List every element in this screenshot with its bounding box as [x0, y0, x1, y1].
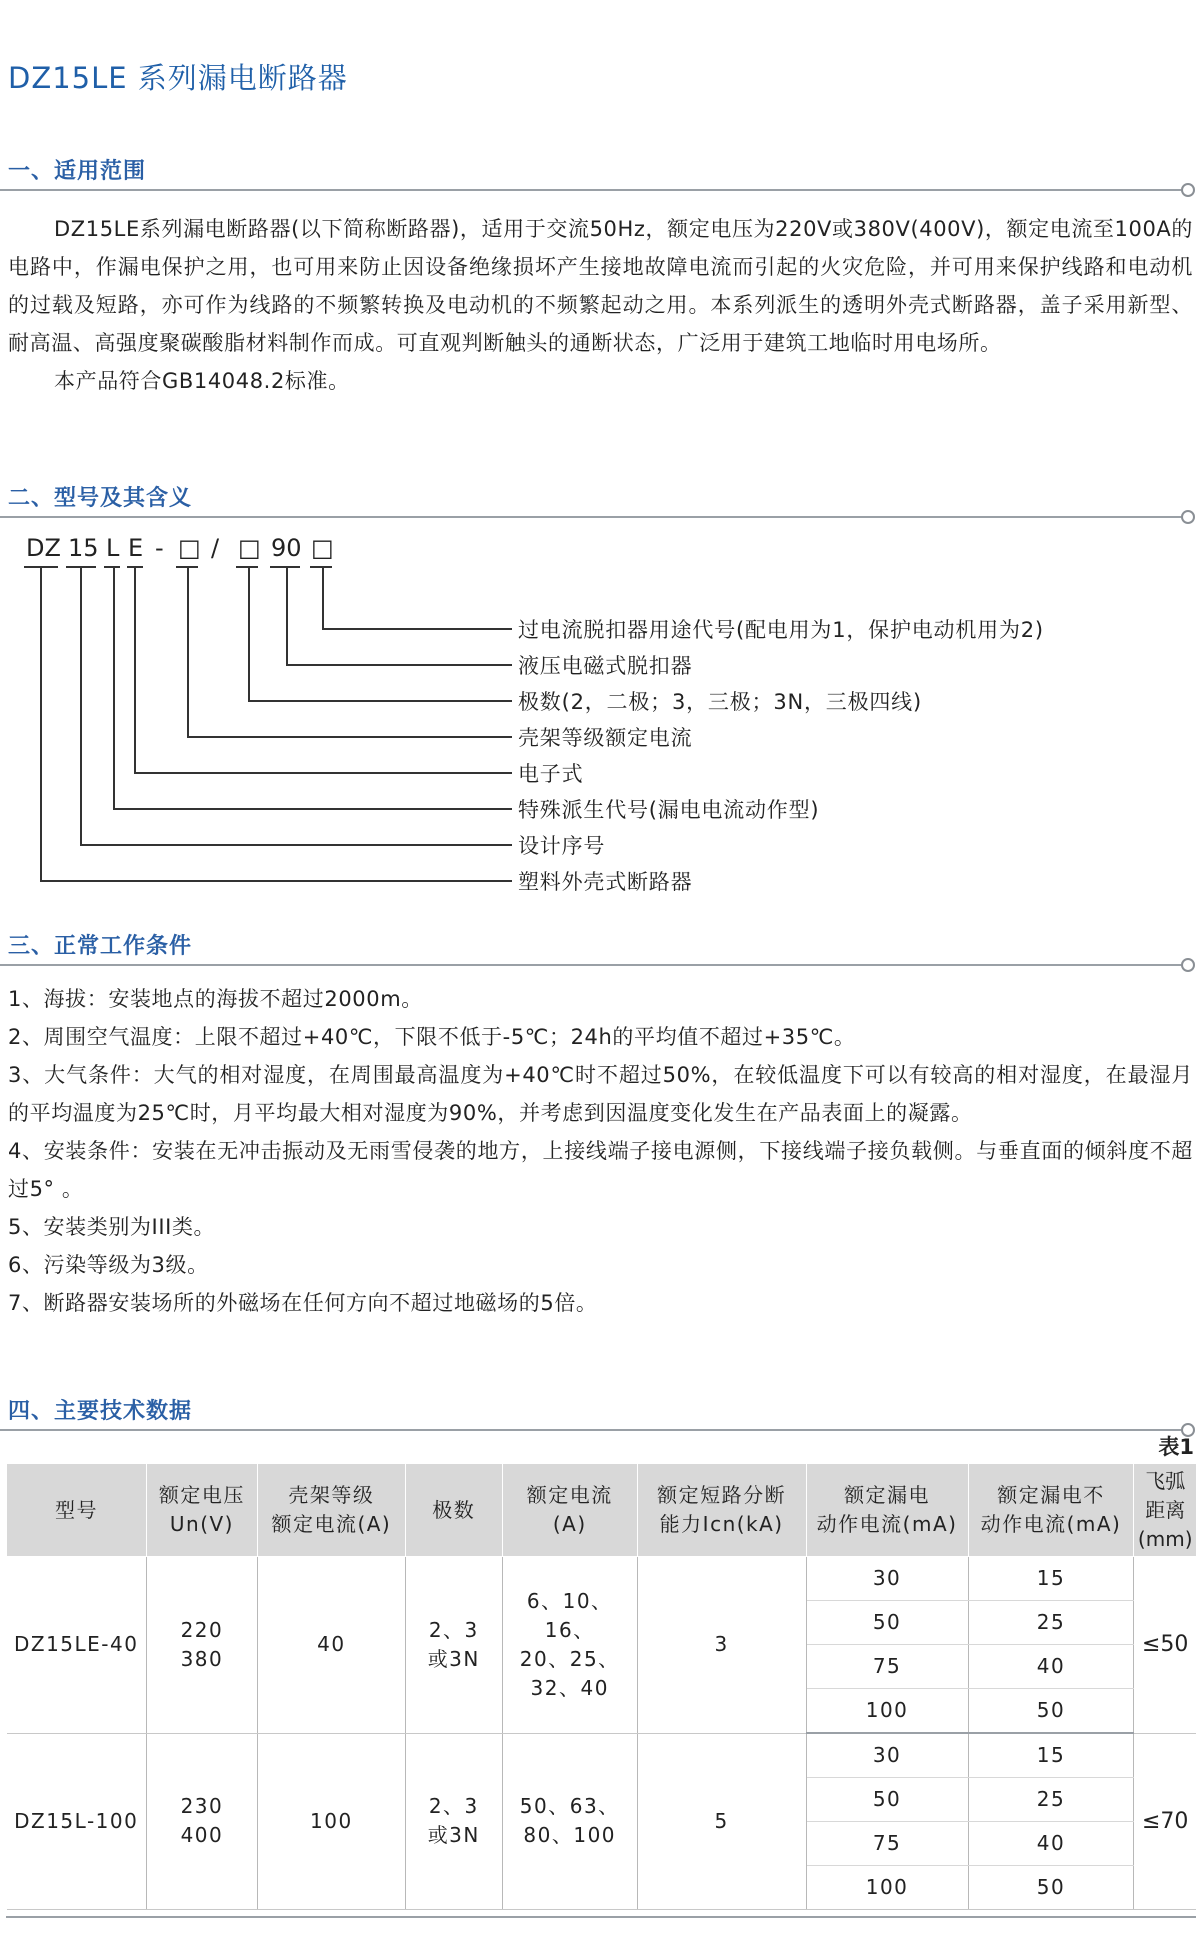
col-header-leak-nonop: 额定漏电不 动作电流(mA) [968, 1464, 1134, 1557]
col-header-frame: 壳架等级 额定电流(A) [257, 1464, 405, 1557]
cell-leak-nonop: 15 [968, 1733, 1134, 1778]
table-bottom-rule [6, 1916, 1196, 1918]
code-part: 90 [271, 534, 302, 562]
scope-text [8, 210, 1193, 400]
table-label: 表1 [1158, 1435, 1194, 1459]
cell-leak-op: 75 [806, 1822, 968, 1866]
cell-leak-nonop: 25 [968, 1601, 1134, 1645]
condition-item: 5、安装类别为III类。 [8, 1215, 216, 1239]
cell-leak-op: 30 [806, 1557, 968, 1601]
tech-data-table [6, 1463, 1196, 1910]
cell-leak-op: 30 [806, 1733, 968, 1778]
code-part: □ [178, 534, 201, 562]
section-heading-scope: 一、适用范围 [8, 159, 147, 184]
cell-leak-nonop: 40 [968, 1822, 1134, 1866]
conditions-list [8, 980, 1193, 1322]
col-header-current: 额定电流 (A) [502, 1464, 637, 1557]
cell-leak-nonop: 40 [968, 1645, 1134, 1689]
condition-item: 3、大气条件：大气的相对湿度，在周围最高温度为+40℃时不超过50%，在较低温度下可以有较高的相对湿度，在最湿月的平均温度为25℃时，月平均最大相对湿度为90%，并考虑到因温度变化发生在产品表面上的凝露。 [8, 1063, 1193, 1125]
cell-current: 50、63、 80、100 [502, 1733, 637, 1910]
section-divider [0, 189, 1185, 191]
code-part: DZ [26, 534, 61, 562]
condition-item: 2、周围空气温度：上限不超过+40℃，下限不低于-5℃；24h的平均值不超过+35℃。 [8, 1025, 856, 1049]
cell-arc: ≤70 [1134, 1733, 1196, 1910]
cell-breaking: 3 [637, 1557, 806, 1734]
condition-item: 6、污染等级为3级。 [8, 1253, 209, 1277]
cell-leak-op: 50 [806, 1778, 968, 1822]
cell-poles: 2、3 或3N [405, 1557, 502, 1734]
col-header-model: 型号 [7, 1464, 147, 1557]
code-part: □ [311, 534, 334, 562]
legend-item: 液压电磁式脱扣器 [518, 654, 693, 678]
condition-item: 1、海拔：安装地点的海拔不超过2000m。 [8, 987, 423, 1011]
cell-model: DZ15L-100 [7, 1733, 147, 1910]
section-heading-tech-data: 四、主要技术数据 [8, 1399, 193, 1424]
cell-leak-nonop: 25 [968, 1778, 1134, 1822]
section-heading-model: 二、型号及其含义 [8, 486, 193, 511]
section-divider [0, 1429, 1185, 1431]
cell-leak-nonop: 50 [968, 1866, 1134, 1910]
cell-voltage: 220 380 [146, 1557, 257, 1734]
standard-paragraph: 本产品符合GB14048.2标准。 [54, 369, 350, 393]
cell-frame: 40 [257, 1557, 405, 1734]
cell-frame: 100 [257, 1733, 405, 1910]
col-header-leak-op: 额定漏电 动作电流(mA) [806, 1464, 968, 1557]
condition-item: 4、安装条件：安装在无冲击振动及无雨雪侵袭的地方，上接线端子接电源侧，下接线端子接负载侧。与垂直面的倾斜度不超过5° 。 [8, 1139, 1193, 1201]
code-part: / [211, 534, 220, 562]
col-header-arc: 飞弧 距离 (mm) [1134, 1464, 1196, 1557]
cell-arc: ≤50 [1134, 1557, 1196, 1734]
col-header-voltage: 额定电压 Un(V) [146, 1464, 257, 1557]
page-title: DZ15LE 系列漏电断路器 [8, 61, 348, 95]
cell-poles: 2、3 或3N [405, 1733, 502, 1910]
cell-leak-op: 75 [806, 1645, 968, 1689]
section-heading-conditions: 三、正常工作条件 [8, 934, 193, 959]
table-row [7, 1733, 1197, 1778]
table-header-row [7, 1464, 1197, 1557]
cell-voltage: 230 400 [146, 1733, 257, 1910]
cell-leak-op: 100 [806, 1689, 968, 1734]
table-row [7, 1557, 1197, 1601]
scope-paragraph: DZ15LE系列漏电断路器(以下简称断路器)，适用于交流50Hz，额定电压为220V或380V(400V)，额定电流至100A的电路中，作漏电保护之用，也可用来防止因设备绝缘损坏产生接地故障电流而引起的火灾危险，并可用来保护线路和电动机的过载及短路，亦可作为线路的不频繁转换及电动机的不频繁起动之用。本系列派生的透明外壳式断路器，盖子采用新型、耐高温、高强度聚碳酸脂材料制作而成。可直观判断触头的通断状态，广泛用于建筑工地临时用电场所。 [8, 217, 1193, 355]
legend-item: 设计序号 [518, 834, 606, 858]
code-part: L [106, 534, 120, 562]
col-header-poles: 极数 [405, 1464, 502, 1557]
code-part: E [128, 534, 144, 562]
cell-leak-nonop: 15 [968, 1557, 1134, 1601]
cell-current: 6、10、16、 20、25、 32、40 [502, 1557, 637, 1734]
cell-model: DZ15LE-40 [7, 1557, 147, 1734]
legend-item: 极数(2，二极；3，三极；3N，三极四线) [518, 690, 922, 714]
code-part: - [155, 534, 164, 562]
cell-leak-nonop: 50 [968, 1689, 1134, 1734]
col-header-breaking: 额定短路分断 能力Icn(kA) [637, 1464, 806, 1557]
legend-item: 过电流脱扣器用途代号(配电用为1，保护电动机用为2) [518, 618, 1044, 642]
legend-item: 电子式 [518, 762, 584, 786]
cell-breaking: 5 [637, 1733, 806, 1910]
code-part: □ [238, 534, 261, 562]
code-part: 15 [68, 534, 99, 562]
legend-item: 特殊派生代号(漏电电流动作型) [518, 798, 820, 822]
cell-leak-op: 100 [806, 1866, 968, 1910]
condition-item: 7、断路器安装场所的外磁场在任何方向不超过地磁场的5倍。 [8, 1291, 598, 1315]
legend-item: 壳架等级额定电流 [518, 726, 693, 750]
section-divider [0, 964, 1185, 966]
cell-leak-op: 50 [806, 1601, 968, 1645]
legend-item: 塑料外壳式断路器 [518, 870, 693, 894]
section-divider [0, 516, 1185, 518]
